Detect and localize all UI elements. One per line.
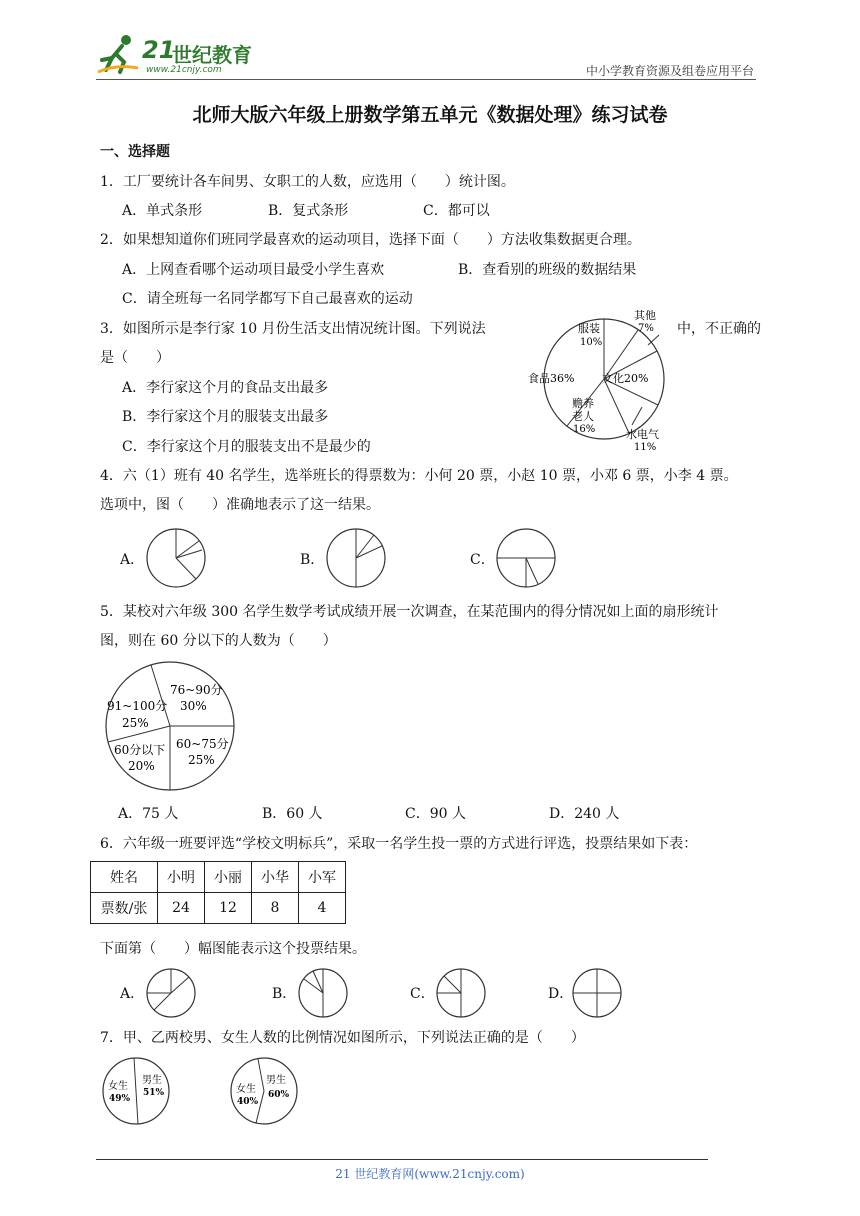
q5-stem-line1: 5．某校对六年级 300 名学生数学考试成绩开展一次调查，在某范围内的得分情况如上面的扇形统计 [100,604,719,620]
q5-label-91-100: 91~100分 [107,699,168,713]
vote-table-cell: 4 [299,893,346,924]
q6-stem2: 下面第（ ）幅图能表示这个投票结果。 [100,941,366,957]
vote-table-cell: 票数/张 [91,893,158,924]
q5-pie-chart [100,660,240,792]
q3-label-other: 其他 [634,309,656,322]
q5-label-91-100-pct: 25% [122,716,149,730]
logo-number: 21 [142,36,176,64]
q4-pie-b [324,526,388,590]
q5-stem-line2: 图，则在 60 分以下的人数为（ ） [100,633,337,649]
q4-pie-c [494,526,558,590]
q3-label-food: 食品36% [528,372,575,385]
footer-divider [96,1159,708,1160]
q7-a-female-pct: 49% [109,1094,131,1104]
q6-option-c: C． [410,986,435,1002]
q2-option-c: C．请全班每一名同学都写下自己最喜欢的运动 [122,291,413,307]
q4-pie-a [144,526,208,590]
q4-stem-line2: 选项中，图（ ）准确地表示了这一结果。 [100,497,380,513]
q6-pie-d [570,966,624,1020]
q7-pie-school-a [100,1055,172,1127]
logo-url: www.21cnjy.com [146,65,222,75]
vote-table-row [91,893,346,924]
vote-table-cell: 小军 [299,862,346,893]
q4-option-b: B． [300,552,325,568]
q3-stem-right: 中，不正确的 [677,321,761,337]
q7-a-male: 男生 [142,1075,162,1086]
q1-option-b: B．复式条形 [268,203,349,219]
q5-option-d: D．240 人 [549,806,620,822]
vote-table-cell: 小华 [252,862,299,893]
footer-link[interactable]: 21 世纪教育网(www.21cnjy.com) [335,1167,525,1181]
q3-stem-left: 3．如图所示是李行家 10 月份生活支出情况统计图。下列说法 [100,321,486,337]
q3-option-a: A．李行家这个月的食品支出最多 [122,380,329,396]
q5-label-below-60-pct: 20% [128,759,155,773]
q6-option-d: D． [548,986,574,1002]
q7-b-male: 男生 [266,1075,286,1086]
q3-label-clothing-pct: 10% [580,337,603,348]
q5-label-76-90-pct: 30% [180,699,207,713]
q7-a-male-pct: 51% [143,1088,165,1098]
q6-option-a: A． [120,986,145,1002]
q7-b-female-pct: 40% [237,1097,259,1107]
vote-table-cell: 姓名 [91,862,158,893]
q2-stem: 2．如果想知道你们班同学最喜欢的运动项目，选择下面（ ）方法收集数据更合理。 [100,232,641,248]
q7-a-female: 女生 [108,1081,128,1092]
q3-label-elderly-2: 老人 [572,410,594,423]
q3-label-clothing: 服装 [578,322,600,335]
page-title: 北师大版六年级上册数学第五单元《数据处理》练习试卷 [192,104,668,126]
q6-option-b: B． [272,986,297,1002]
q3-stem-line2: 是（ ） [100,350,170,366]
vote-table-cell: 12 [205,893,252,924]
q7-pie-school-b [228,1055,300,1127]
q3-option-c: C．李行家这个月的服装支出不是最少的 [122,439,371,455]
q3-label-elderly-1: 赡养 [572,397,594,410]
q1-stem: 1．工厂要统计各车间男、女职工的人数，应选用（ ）统计图。 [100,174,515,190]
q5-label-below-60: 60分以下 [114,743,166,757]
q1-option-c: C．都可以 [423,203,490,219]
q2-option-a: A．上网查看哪个运动项目最受小学生喜欢 [122,262,385,278]
q4-option-c: C． [470,552,495,568]
logo-text: 世纪教育 [172,43,252,67]
q7-stem: 7．甲、乙两校男、女生人数的比例情况如图所示，下列说法正确的是（ ） [100,1030,585,1046]
q5-option-a: A．75 人 [118,806,179,822]
q3-label-culture: 文化20% [602,372,649,385]
q3-label-utilities-pct: 11% [634,442,657,453]
header-divider [96,79,756,80]
q4-option-a: A． [120,552,145,568]
vote-table-header-row [91,862,346,893]
q3-pie-chart [520,305,700,453]
q3-label-other-pct: 7% [638,323,654,334]
q7-b-male-pct: 60% [268,1090,290,1100]
vote-table-cell: 小丽 [205,862,252,893]
q3-option-b: B．李行家这个月的服装支出最多 [122,409,329,425]
header-right-text: 中小学教育资源及组卷应用平台 [585,64,754,78]
vote-table [90,861,346,924]
vote-table-cell: 8 [252,893,299,924]
q5-option-c: C．90 人 [405,806,466,822]
section-heading: 一、选择题 [100,144,170,160]
q3-label-utilities: 水电气 [626,428,659,441]
q5-option-b: B．60 人 [262,806,323,822]
logo [96,32,266,78]
runner-logo-icon [96,32,140,76]
vote-table-cell: 小明 [158,862,205,893]
q5-label-60-75: 60~75分 [176,737,229,751]
q5-label-60-75-pct: 25% [188,753,215,767]
vote-table-cell: 24 [158,893,205,924]
q3-label-elderly-pct: 16% [573,424,596,435]
q6-pie-a [144,966,198,1020]
q6-pie-c [434,966,488,1020]
q7-b-female: 女生 [236,1084,256,1095]
q5-label-76-90: 76~90分 [170,683,223,697]
q6-pie-b [296,966,350,1020]
q2-option-b: B．查看别的班级的数据结果 [458,262,637,278]
q1-option-a: A．单式条形 [122,203,203,219]
q4-stem-line1: 4．六（1）班有 40 名学生，选举班长的得票数为：小何 20 票，小赵 10 票，小邓 6 票，小李 4 票。 [100,468,738,484]
q6-stem: 6．六年级一班要评选“学校文明标兵”，采取一名学生投一票的方式进行评选，投票结果如下表： [100,836,698,852]
